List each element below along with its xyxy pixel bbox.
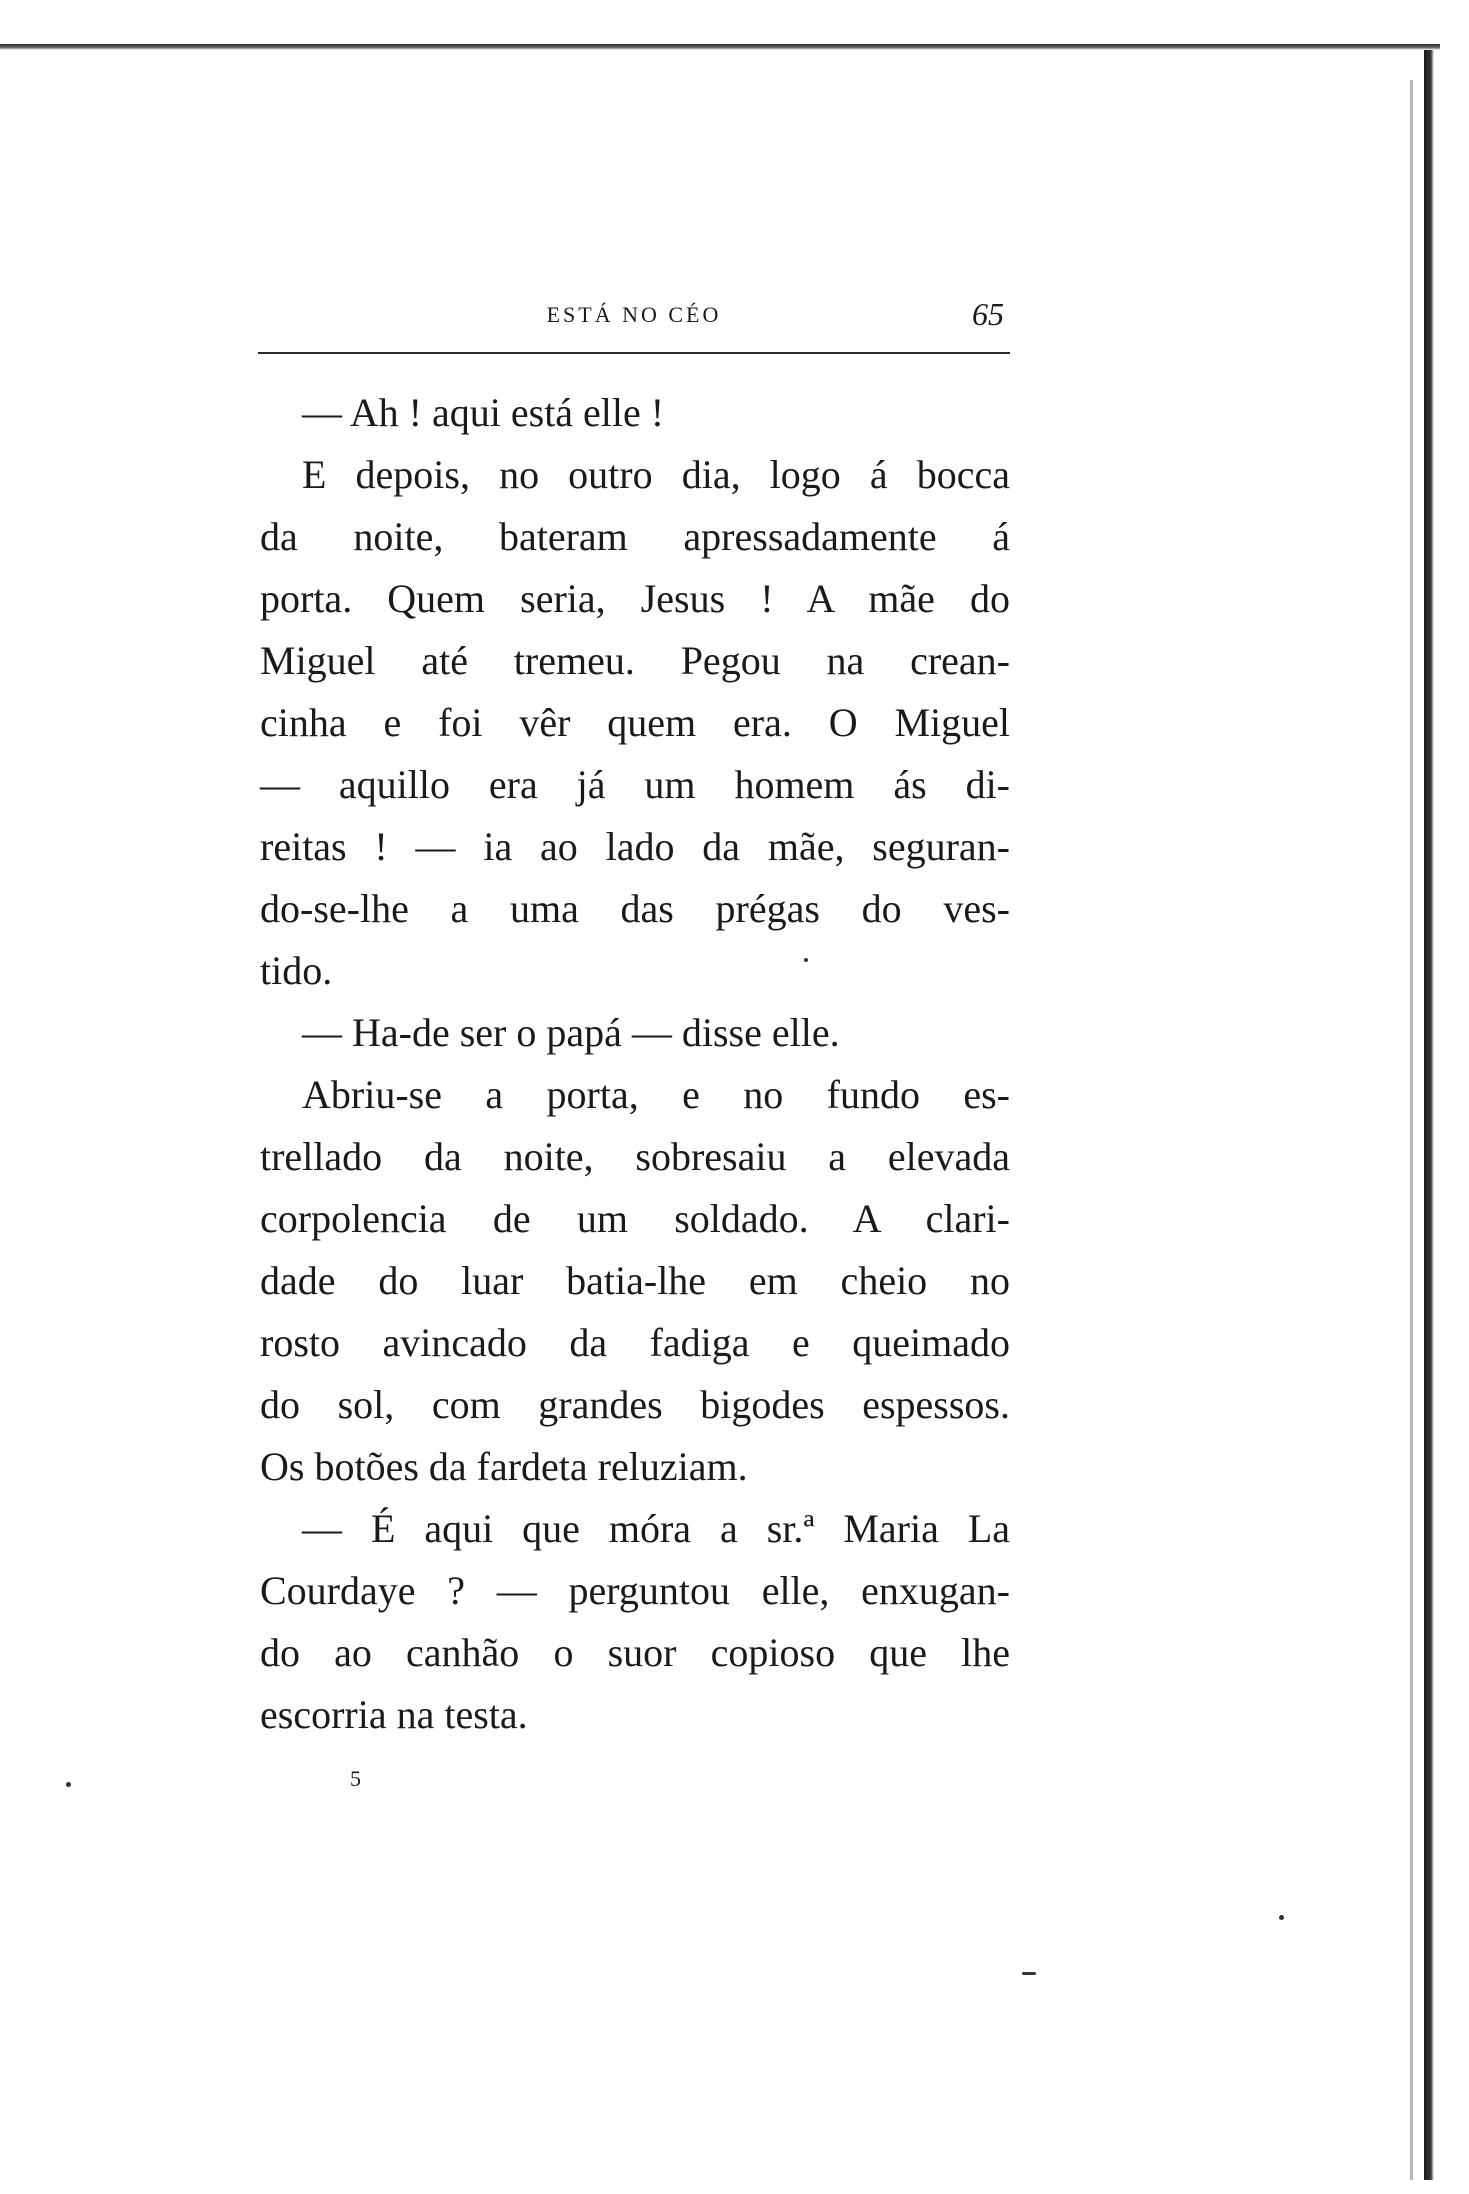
header-rule xyxy=(258,352,1010,354)
scan-right-edge-shadow xyxy=(1410,80,1413,2180)
text-line: trellado da noite, sobresaiu a elevada xyxy=(260,1134,1010,1179)
text-line: da noite, bateram apressadamente á xyxy=(260,514,1010,559)
text-line: — Ah ! aqui está elle ! xyxy=(302,390,665,435)
text-line: Os botões da fardeta reluziam. xyxy=(260,1444,748,1489)
text-line: do ao canhão o suor copioso que lhe xyxy=(260,1630,1010,1675)
text-line: tido. xyxy=(260,948,333,993)
text-line: — aquillo era já um homem ás di- xyxy=(260,762,1010,807)
text-line: — Ha-de ser o papá — disse elle. xyxy=(302,1010,840,1055)
text-line: dade do luar batia-lhe em cheio no xyxy=(260,1258,1010,1303)
text-line: do sol, com grandes bigodes espessos. xyxy=(260,1382,1010,1427)
scan-top-edge xyxy=(0,44,1440,50)
text-line: do-se-lhe a uma das prégas do ves- xyxy=(260,886,1010,931)
scan-speck xyxy=(804,958,808,962)
text-line: Abriu-se a porta, e no fundo es- xyxy=(302,1072,1010,1117)
text-line: Miguel até tremeu. Pegou na crean- xyxy=(260,638,1010,683)
text-line: — É aqui que móra a sr.ª Maria La xyxy=(302,1506,1010,1551)
text-line: cinha e foi vêr quem era. O Miguel xyxy=(260,700,1010,745)
scan-speck xyxy=(1279,1915,1284,1920)
scan-speck xyxy=(66,1782,71,1787)
text-line: porta. Quem seria, Jesus ! A mãe do xyxy=(260,576,1010,621)
page-header xyxy=(258,296,1010,352)
text-line: rosto avincado da fadiga e queimado xyxy=(260,1320,1010,1365)
body-text xyxy=(260,382,1010,1746)
text-line: escorria na testa. xyxy=(260,1692,528,1737)
text-line: reitas ! — ia ao lado da mãe, seguran- xyxy=(260,824,1010,869)
scan-speck xyxy=(1022,1972,1036,1975)
text-line: E depois, no outro dia, logo á bocca xyxy=(302,452,1010,497)
signature-mark: 5 xyxy=(350,1766,361,1791)
page-number: 65 xyxy=(972,296,1004,332)
scan-right-edge xyxy=(1424,50,1434,2180)
text-line: Courdaye ? — perguntou elle, enxugan- xyxy=(260,1568,1010,1613)
running-head: ESTÁ NO CÉO xyxy=(546,302,722,327)
text-line: corpolencia de um soldado. A clari- xyxy=(260,1196,1010,1241)
